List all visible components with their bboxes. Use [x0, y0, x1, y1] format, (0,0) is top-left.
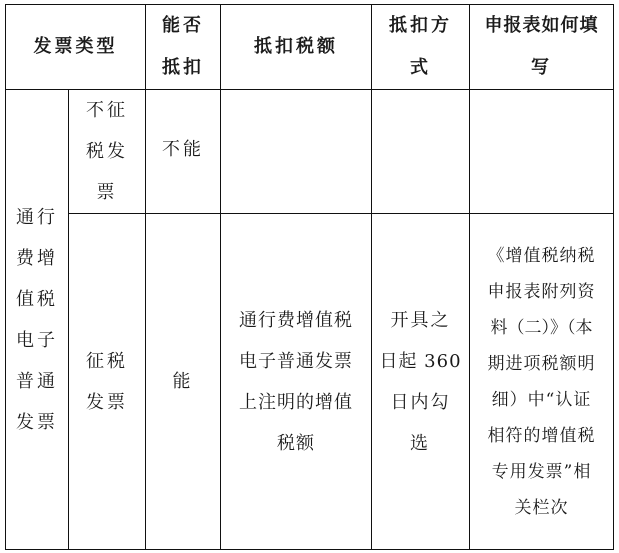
header-how-to-fill-line2: 写	[531, 57, 552, 78]
row2-fill-line: 《增值税纳税	[487, 245, 596, 266]
row1-subtype-line: 票	[96, 182, 118, 203]
table-bottom-border	[5, 549, 614, 550]
row2-subtype-line: 征税	[86, 350, 128, 372]
invoice-category-line: 电子	[16, 329, 58, 351]
header-deductible-line2: 抵扣	[162, 57, 204, 78]
header-deductible	[146, 5, 220, 89]
row2-method-line: 日起 360	[379, 350, 462, 372]
header-deductible-line1: 能否	[162, 15, 204, 36]
row2-amount-line: 通行费增值税	[239, 309, 353, 331]
row2-fill-line: 关栏次	[514, 497, 569, 518]
header-deduction-method-line2: 式	[410, 57, 431, 78]
header-how-to-fill-line1: 申报表如何填	[484, 15, 599, 36]
invoice-category-line: 值税	[16, 288, 58, 310]
row1-subtype-cell	[69, 90, 145, 213]
row1-deductible-cell	[146, 90, 220, 213]
header-deduction-method-line1: 抵扣方	[389, 15, 452, 36]
header-deduction-amount-text: 抵扣税额	[254, 36, 338, 57]
row2-method-line: 日内勾	[390, 391, 451, 413]
header-invoice-type	[6, 5, 145, 89]
row2-subtype-cell	[69, 214, 145, 549]
invoice-category-line: 发票	[16, 411, 58, 433]
row2-fill-line: 申报表附列资	[487, 281, 596, 302]
row2-fill-line: 料（二）》（本	[490, 317, 593, 338]
row2-method-cell	[372, 214, 469, 549]
invoice-category-line: 通行	[16, 206, 58, 228]
row2-amount-line: 上注明的增值	[239, 391, 353, 413]
row2-deductible-cell	[146, 214, 220, 549]
row1-subtype-line: 不征	[86, 100, 128, 121]
header-how-to-fill	[470, 5, 613, 89]
header-deduction-amount	[221, 5, 371, 89]
row2-fill-line: 细）中“认证	[491, 389, 592, 410]
row2-fill-line: 专用发票”相	[491, 461, 592, 482]
row2-amount-cell	[221, 214, 371, 549]
row2-fill-line: 期进项税额明	[487, 353, 596, 374]
row2-method-line: 选	[410, 432, 431, 454]
row2-subtype-line: 发票	[86, 391, 128, 413]
row2-method-line: 开具之	[390, 309, 451, 331]
row1-deductible-value: 不能	[162, 139, 204, 160]
invoice-category-line: 普通	[16, 370, 58, 392]
row2-fill-instructions-cell	[470, 214, 613, 549]
invoice-category-cell	[6, 90, 68, 549]
header-invoice-type-text: 发票类型	[33, 36, 118, 57]
row2-fill-line: 相符的增值税	[487, 425, 596, 446]
header-deduction-method	[372, 5, 469, 89]
invoice-category-line: 费增	[16, 247, 58, 269]
row2-amount-line: 电子普通发票	[239, 350, 353, 372]
row1-subtype-line: 税发	[86, 141, 128, 162]
row2-amount-line: 税额	[277, 432, 315, 454]
row2-deductible-value: 能	[172, 371, 194, 392]
table-right-border	[613, 4, 614, 550]
